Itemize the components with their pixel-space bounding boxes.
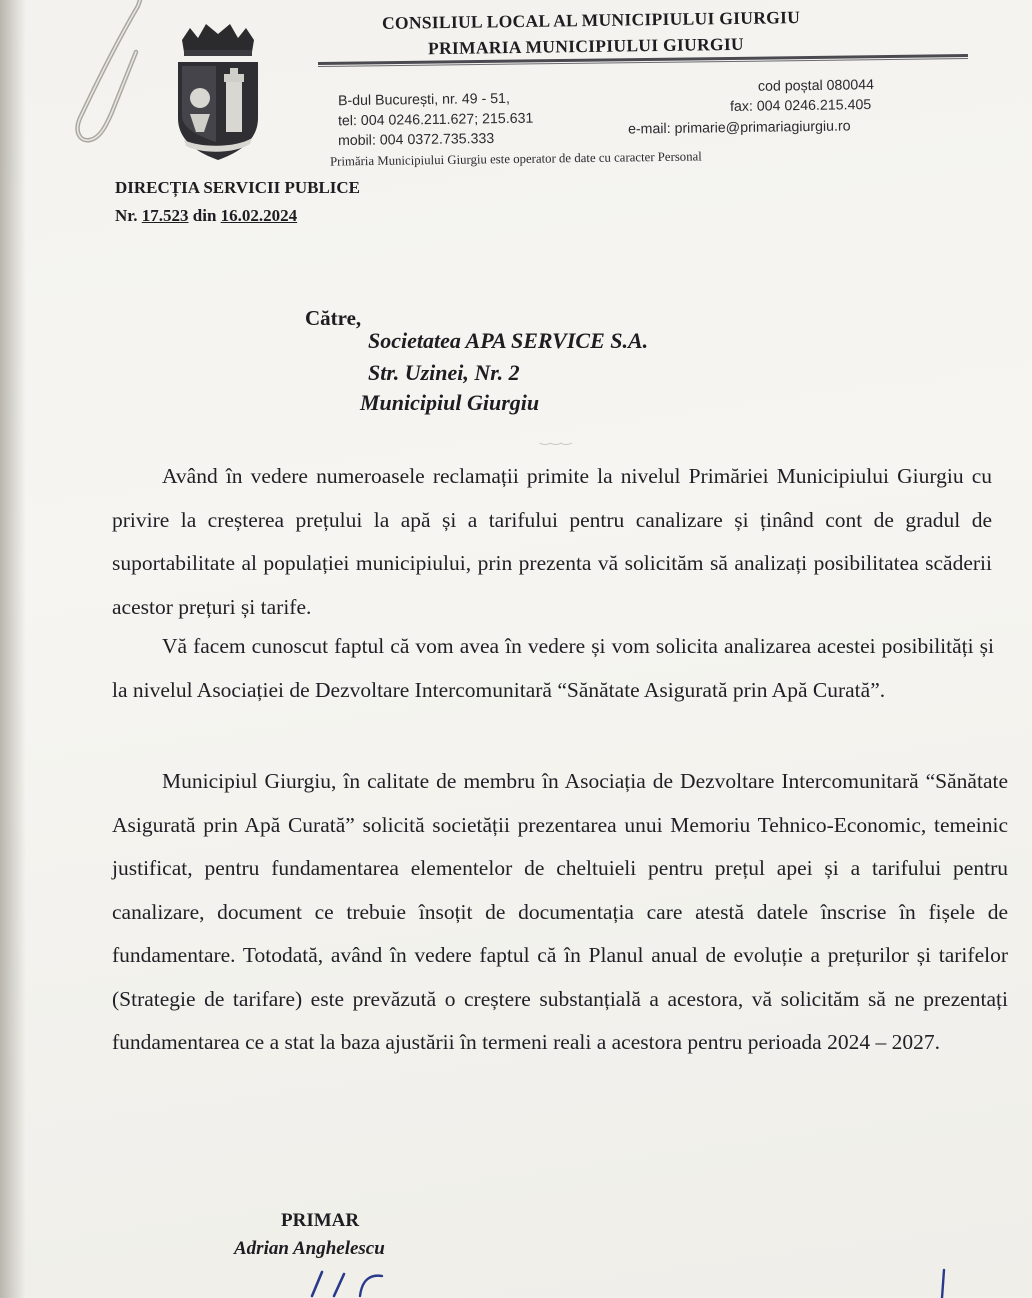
signatory-title: PRIMAR (281, 1210, 360, 1231)
paperclip-icon (58, 0, 148, 150)
doc-number: 17.523 (141, 206, 189, 225)
registration-number (115, 206, 297, 226)
fax-line: fax: 004 0246.215.405 (729, 97, 872, 115)
salutation: Către, (305, 306, 362, 330)
body-paragraph-3: Municipiul Giurgiu, în calitate de membru în Asociația de Dezvoltare Intercomunitară “Sănătate Asigurată prin Apă Curată” solicită societății prezentarea unui Memoriu Tehnico-Economic, temeinic justificat, pentru fundamentarea elementelor de cheltuieli pentru prețul apei și a tarifului pentru canalizare, document ce trebuie însoțit de documentația care atestă datele înscrise în fișele de fundamentare. Totodată, având în vedere faptul că în Planul anual de evoluție a prețurilor și tarifelor (Strategie de tarifare) este prevăzută o creștere substanțială a acestora, vă solicităm să ne prezentați fundamentarea ce a stat la baza ajustării în termeni reali a acestora pentru perioada 2024 – 2027. (112, 769, 1008, 1054)
doc-date: 16.02.2024 (220, 206, 298, 225)
body-paragraph-2: Vă facem cunoscut faptul că vom avea în vedere și vom solicita analizarea acestei posibilități și la nivelul Asociației de Dezvoltare Intercomunitară “Sănătate Asigurată prin Apă Curată”. (112, 634, 994, 702)
din-label: din (192, 206, 217, 225)
email-line: e-mail: primarie@primariagiurgiu.ro (627, 118, 851, 138)
address-line: B-dul București, nr. 49 - 51, (337, 90, 511, 110)
nr-label: Nr. (115, 206, 138, 225)
giurgiu-crest-icon (170, 22, 266, 162)
mobile-line: mobil: 004 0372.735.333 (337, 130, 495, 150)
ink-mark-icon (930, 1268, 960, 1298)
city-hall-name: PRIMARIA MUNICIPIULUI GIURGIU (427, 33, 745, 59)
phone-line: tel: 004 0246.211.627; 215.631 (337, 110, 534, 130)
page-edge-shadow (0, 0, 26, 1298)
signatory-name: Adrian Anghelescu (234, 1238, 385, 1259)
recipient-city: Municipiul Giurgiu (360, 390, 540, 415)
postal-code: cod poștal 080044 (757, 77, 875, 95)
council-name: CONSILIUL LOCAL AL MUNICIPIULUI GIURGIU (381, 7, 801, 33)
body-paragraph-1: Având în vedere numeroasele reclamații primite la nivelul Primăriei Municipiului Giurgiu cu privire la creșterea prețului la apă și a tarifului pentru canalizare și ținând cont de gradul de suportabilitate al populației municipiului, prin prezenta vă solicităm să analizați posibilitatea scăderii acestor prețuri și tarife. (112, 464, 992, 619)
recipient-company: Societatea APA SERVICE S.A. (368, 328, 649, 353)
handwritten-signature-icon (300, 1266, 410, 1298)
recipient-street: Str. Uzinei, Nr. 2 (368, 360, 520, 385)
operator-note: Primăria Municipiului Giurgiu este operator de date cu caracter Personal (329, 149, 702, 169)
directorate-name: DIRECȚIA SERVICII PUBLICE (115, 178, 361, 197)
bleed-through-mark: ‿‿‿ (540, 430, 572, 445)
